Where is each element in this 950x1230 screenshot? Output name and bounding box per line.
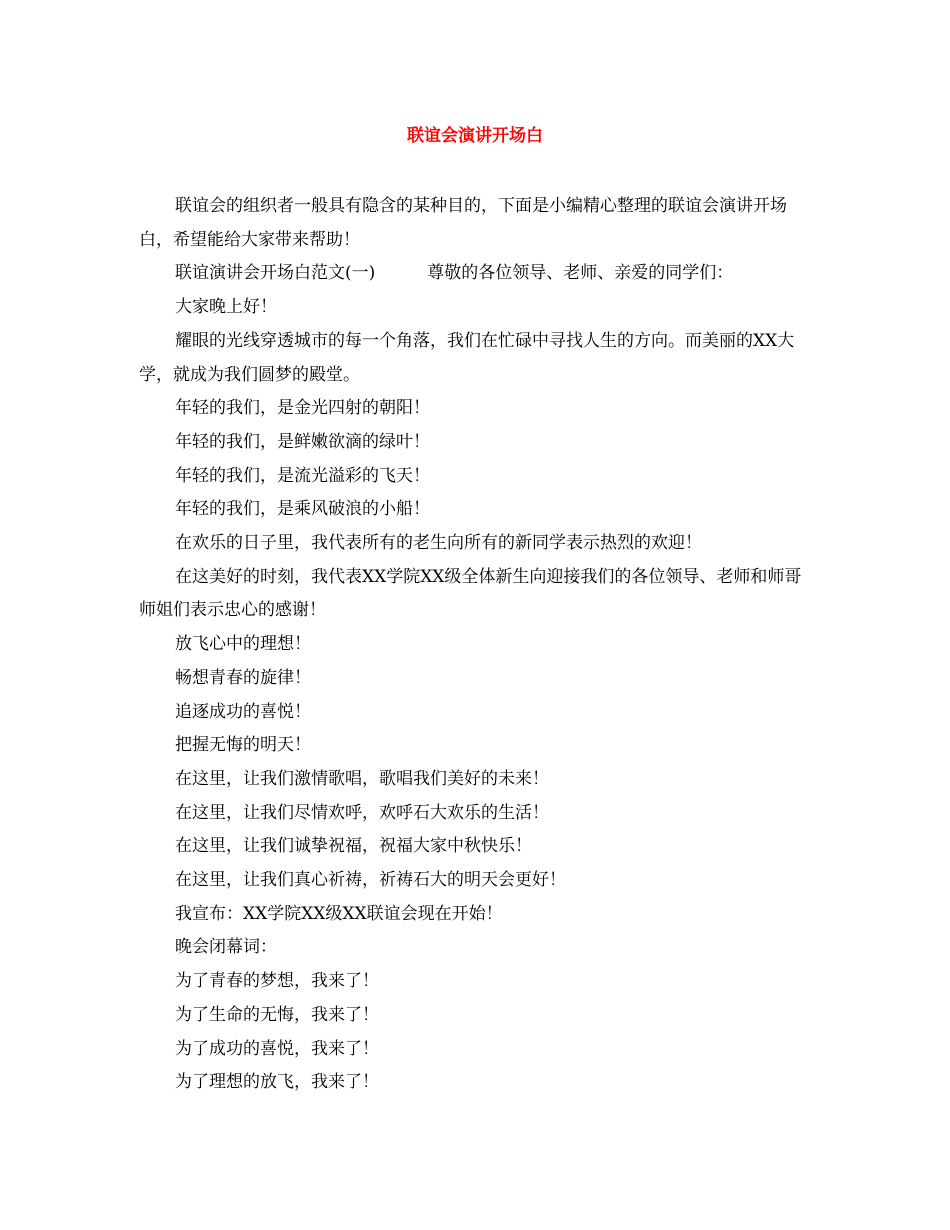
paragraph: 把握无悔的明天！ [175, 735, 311, 756]
paragraph: 放飞心中的理想！ [175, 634, 311, 655]
paragraph: 在这里，让我们真心祈祷，祈祷石大的明天会更好！ [175, 870, 566, 891]
paragraph: 在欢乐的日子里，我代表所有的老生向所有的新同学表示热烈的欢迎！ [175, 533, 702, 554]
paragraph: 在这里，让我们尽情欢呼，欢呼石大欢乐的生活！ [175, 802, 549, 823]
sample-heading: 联谊演讲会开场白范文(一) [175, 263, 376, 284]
paragraph: 为了成功的喜悦，我来了！ [175, 1038, 379, 1059]
paragraph-salutation-line [139, 257, 813, 291]
paragraph: 年轻的我们，是金光四射的朝阳！ [175, 398, 430, 419]
paragraph: 在这美好的时刻，我代表XX学院XX级全体新生向迎接我们的各位领导、老师和师哥师姐们表示忠心的感谢！ [139, 566, 802, 621]
paragraph: 为了青春的梦想，我来了！ [175, 971, 379, 992]
paragraph: 在这里，让我们激情歌唱，歌唱我们美好的未来！ [175, 768, 549, 789]
paragraph: 年轻的我们，是乘风破浪的小船！ [175, 499, 430, 520]
paragraph: 为了生命的无悔，我来了！ [175, 1004, 379, 1025]
paragraph: 年轻的我们，是流光溢彩的飞天！ [175, 465, 430, 486]
paragraph: 大家晚上好！ [175, 297, 277, 318]
paragraph: 年轻的我们，是鲜嫩欲滴的绿叶！ [175, 431, 430, 452]
paragraph: 畅想青春的旋律！ [175, 667, 311, 688]
paragraph: 我宣布：XX学院XX级XX联谊会现在开始！ [175, 903, 503, 924]
paragraph-intro: 联谊会的组织者一般具有隐含的某种目的，下面是小编精心整理的联谊会演讲开场白，希望能给大家带来帮助！ [139, 196, 787, 250]
document-body [139, 190, 813, 1100]
document-title: 联谊会演讲开场白 [407, 126, 543, 146]
salutation: 尊敬的各位领导、老师、亲爱的同学们： [427, 263, 734, 284]
paragraph: 在这里，让我们诚挚祝福，祝福大家中秋快乐！ [175, 836, 532, 857]
paragraph: 为了理想的放飞，我来了！ [175, 1072, 379, 1093]
paragraph: 追逐成功的喜悦！ [175, 701, 311, 722]
paragraph: 晚会闭幕词： [175, 937, 277, 958]
paragraph: 耀眼的光线穿透城市的每一个角落，我们在忙碌中寻找人生的方向。而美丽的XX大学，就成为我们圆梦的殿堂。 [139, 330, 795, 385]
